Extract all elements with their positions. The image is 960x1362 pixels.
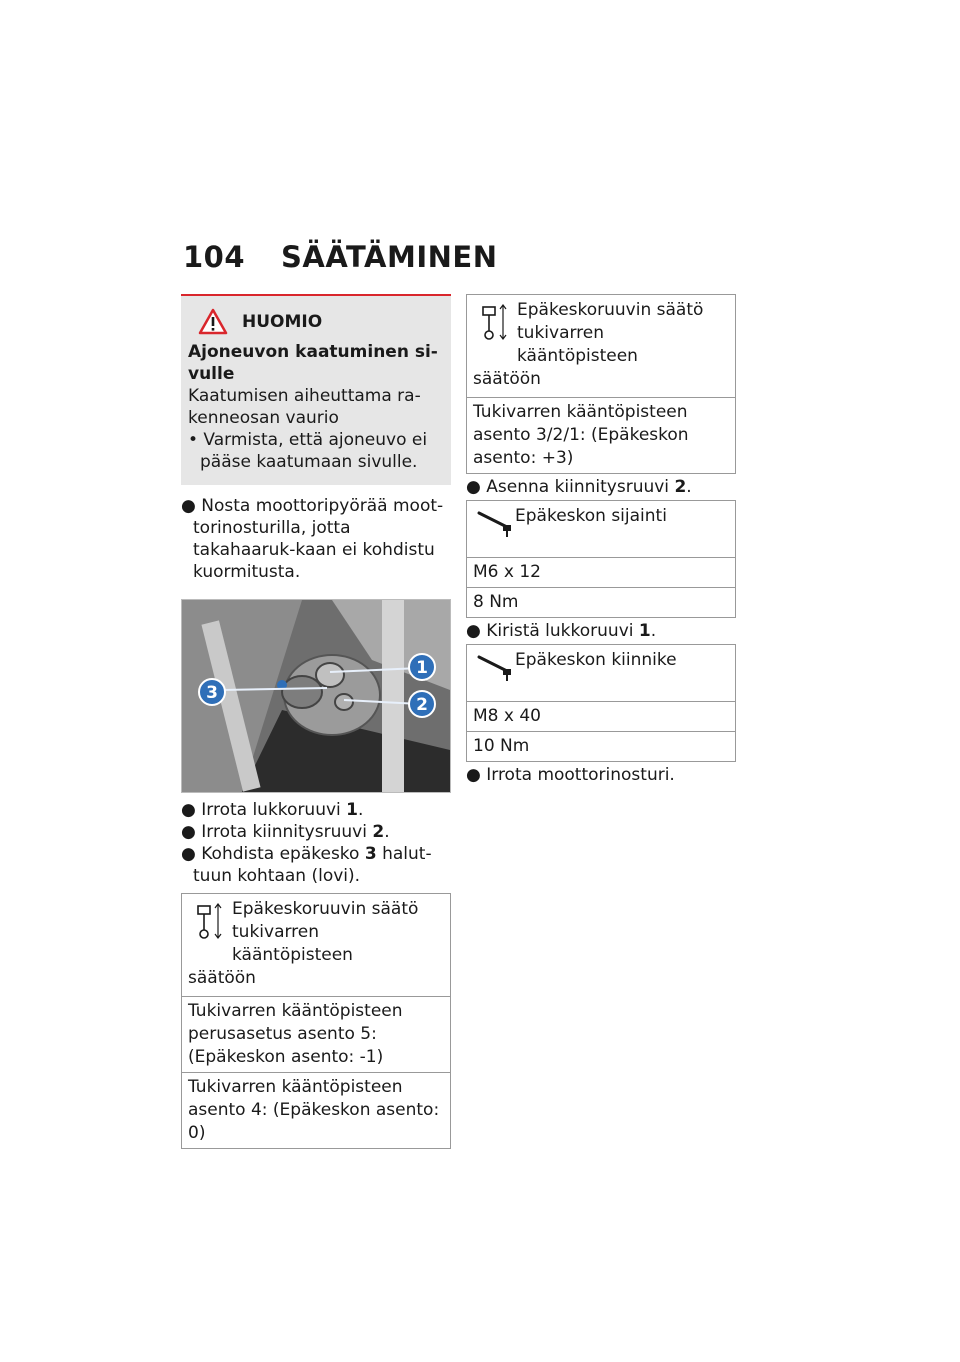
table-head — [182, 894, 450, 996]
torque-head — [467, 501, 735, 557]
adjustment-table-left — [181, 893, 451, 1149]
step-align-eccentric: ● Kohdista epäkesko 3 halut-tuun kohtaan (lovi). — [181, 844, 432, 886]
torque-title: Epäkeskon sijainti — [515, 506, 667, 526]
adjustment-tool-icon — [192, 902, 224, 940]
torque-wrench-icon — [477, 509, 517, 539]
warning-text: Kaatumisen aiheuttama ra-kenneosan vaurio — [188, 386, 421, 428]
callout-2 — [409, 691, 435, 717]
adjustment-tool-icon — [477, 303, 509, 341]
callout-3-label: 3 — [206, 683, 218, 703]
callout-1-label: 1 — [416, 658, 428, 678]
page-number: 104 — [183, 240, 246, 274]
step-remove-engine-stand: ● Irrota moottorinosturi. — [466, 765, 675, 785]
callout-2-label: 2 — [416, 695, 428, 715]
torque-value: 8 Nm — [467, 587, 735, 617]
step-tighten-lock-screw: ● Kiristä lukkoruuvi 1. — [466, 621, 657, 641]
torque-table-2 — [466, 644, 736, 762]
torque-value: 10 Nm — [467, 731, 735, 761]
right-column — [466, 294, 736, 786]
table-head-line3: säätöön — [473, 369, 541, 389]
step-install-fixing-screw: ● Asenna kiinnitysruuvi 2. — [466, 477, 692, 497]
torque-table-1 — [466, 500, 736, 618]
warning-item: • Varmista, että ajoneuvo ei pääse kaatumaan sivulle. — [188, 430, 428, 472]
warning-box — [181, 294, 451, 485]
page-header — [183, 240, 498, 280]
step-remove-lock-screw: ● Irrota lukkoruuvi 1. — [181, 800, 364, 820]
table-head-line2: tukivarren kääntöpisteen — [232, 922, 353, 965]
torque-size: M6 x 12 — [467, 557, 735, 587]
page-title: SÄÄTÄMINEN — [281, 240, 498, 274]
table-row: Tukivarren kääntöpisteen asento 4: (Epäkeskon asento: 0) — [182, 1072, 450, 1148]
table-row: Tukivarren kääntöpisteen asento 3/2/1: (Epäkeskon asento: +3) — [467, 397, 735, 473]
left-column — [181, 294, 451, 1149]
warning-title: Ajoneuvon kaatuminen si-vulle — [188, 342, 438, 384]
photo-illustration — [182, 600, 450, 792]
table-row: Tukivarren kääntöpisteen perusasetus asento 5: (Epäkeskon asento: -1) — [182, 996, 450, 1072]
callout-3 — [199, 679, 225, 705]
torque-wrench-icon — [477, 653, 517, 683]
table-head — [467, 295, 735, 397]
torque-title: Epäkeskon kiinnike — [515, 650, 677, 670]
warning-label: HUOMIO — [242, 311, 323, 332]
warning-head — [188, 308, 443, 335]
adjustment-table-right — [466, 294, 736, 474]
callout-1 — [409, 654, 435, 680]
step-lift: ● Nosta moottoripyörää moot-torinosturilla, jotta takahaaruk-kaan ei kohdistu kuormitusta. — [181, 496, 444, 582]
step-remove-fixing-screw: ● Irrota kiinnitysruuvi 2. — [181, 822, 390, 842]
table-head-line1: Epäkeskoruuvin säätö — [232, 899, 419, 919]
table-head-line1: Epäkeskoruuvin säätö — [517, 300, 704, 320]
table-head-line2: tukivarren kääntöpisteen — [517, 323, 638, 366]
warning-triangle-icon — [198, 308, 228, 335]
torque-head — [467, 645, 735, 701]
table-head-line3: säätöön — [188, 968, 256, 988]
torque-size: M8 x 40 — [467, 701, 735, 731]
photo-swingarm-eccentric — [181, 599, 451, 793]
